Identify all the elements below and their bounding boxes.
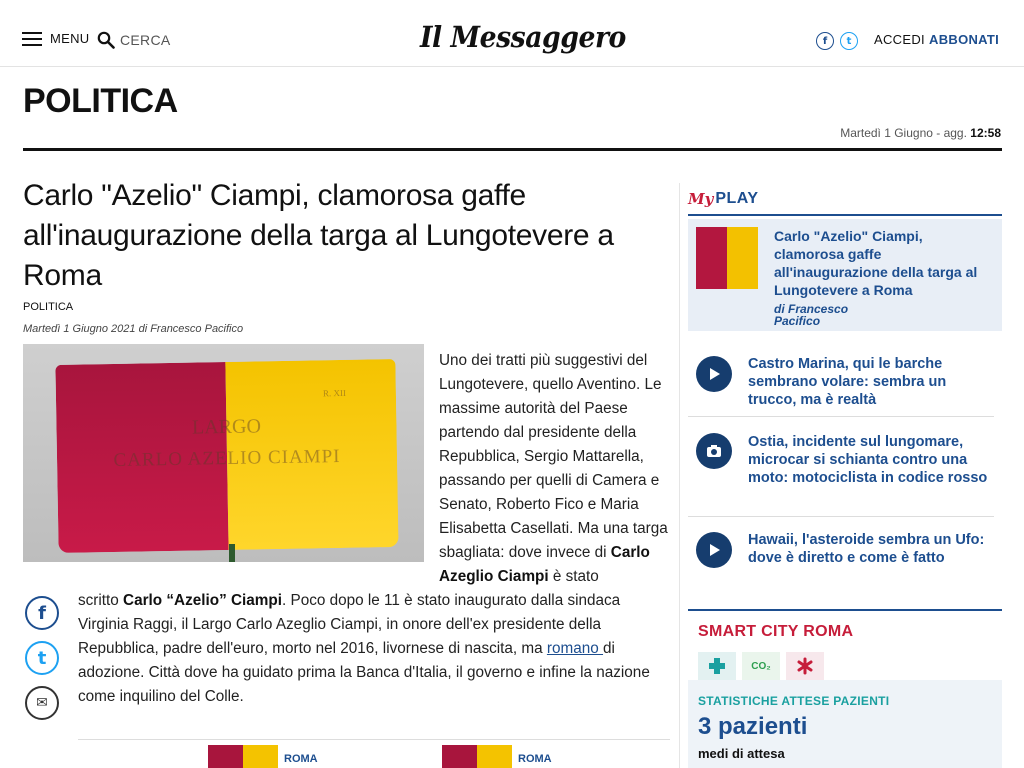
video-title[interactable]: Hawaii, l'asteroide sembra un Ufo: dove è diretto e come è fatto <box>748 532 985 566</box>
search-input[interactable] <box>120 32 240 48</box>
top-bar <box>0 0 1024 67</box>
article-body-part2 <box>78 589 674 709</box>
body-a-end: è stato <box>548 568 599 585</box>
featured-title[interactable]: Carlo "Azelio" Ciampi, clamorosa gaffe all'inaugurazione della targa al Lungotevere a Roma <box>774 228 978 298</box>
related-tag[interactable]: ROMA <box>518 753 552 765</box>
smart-city-title[interactable]: SMART CITY ROMA <box>698 623 854 640</box>
section-divider <box>23 148 1002 151</box>
related-tag[interactable]: ROMA <box>284 753 318 765</box>
romano-link[interactable]: romano <box>546 640 604 657</box>
section-title[interactable]: POLITICA <box>23 82 178 120</box>
body-a-bold: Carlo Azeglio Ciampi <box>439 544 650 585</box>
article-body-part1 <box>439 349 673 589</box>
updated-time: 12:58 <box>970 126 1001 140</box>
stats-label: STATISTICHE ATTESE PAZIENTI <box>698 694 890 708</box>
featured-thumb[interactable] <box>696 227 758 289</box>
share-twitter-icon[interactable]: t <box>25 641 59 675</box>
video-item[interactable] <box>688 517 994 599</box>
plaque-print-line2: CARLO AZELIO CIAMPI <box>113 446 341 471</box>
body-b-mid: . Poco dopo le 11 è stato inaugurato dalla sindaca Virginia Raggi, il Largo Carlo Azeglio Ciampi, in onore dell'ex presidente della Repubblica, padre dell'euro, morto nel 2016, livornese di nascita, ma <box>78 592 621 657</box>
asterisk-icon[interactable] <box>786 652 824 680</box>
video-title[interactable]: Castro Marina, qui le barche sembrano volare: sembra un trucco, ma è realtà <box>748 356 947 408</box>
site-logo[interactable]: Il Messaggero <box>420 20 626 54</box>
article-hero-image[interactable] <box>23 344 424 562</box>
related-article-2[interactable] <box>442 745 552 768</box>
search-icon[interactable] <box>97 31 115 49</box>
stats-sub: medi di attesa <box>698 746 785 761</box>
facebook-icon[interactable]: f <box>816 32 834 50</box>
related-divider <box>78 739 670 740</box>
plaque-print-corner: R. XII <box>322 387 347 399</box>
play-icon[interactable] <box>696 356 732 392</box>
share-facebook-icon[interactable]: f <box>25 596 59 630</box>
smart-city-tabs <box>698 652 824 680</box>
subscribe-link[interactable]: ABBONATI <box>929 32 1000 47</box>
body-b-start: scritto <box>78 592 124 609</box>
smart-city-divider <box>688 609 1002 611</box>
play-icon[interactable] <box>696 532 732 568</box>
menu-label: MENU <box>50 31 90 46</box>
social-links <box>816 32 858 50</box>
play-header[interactable] <box>688 183 1002 216</box>
co2-tab[interactable]: CO₂ <box>742 652 780 680</box>
myplay-logo: My <box>688 189 714 208</box>
last-updated <box>840 126 1001 140</box>
article-category[interactable]: POLITICA <box>23 301 74 313</box>
video-item[interactable] <box>688 339 994 417</box>
plaque-print-line1: LARGO <box>191 415 262 439</box>
body-a-text: Uno dei tratti più suggestivi del Lungotevere, quello Aventino. Le massime autorità del Paese partendo dal presidente della Repubblica, Sergio Mattarella, passando per quelli di Camera e Senato, Roberto Fico e Maria Elisabetta Casellati. Ma una targa sbagliata: dove invece di <box>439 352 668 561</box>
body-b-end: di adozione. Città dove ha guidato prima la Banca d'Italia, il governo e infine la nazione come inquilino del Colle. <box>78 640 650 705</box>
related-thumb[interactable] <box>442 745 512 768</box>
related-thumb[interactable] <box>208 745 278 768</box>
play-label: PLAY <box>715 189 759 207</box>
article-byline: Martedì 1 Giugno 2021 di Francesco Pacifico <box>23 323 244 335</box>
share-mail-icon[interactable]: ✉ <box>25 686 59 720</box>
updated-prefix: Martedì 1 Giugno - agg. <box>840 126 967 140</box>
twitter-icon[interactable]: t <box>840 32 858 50</box>
video-title[interactable]: Ostia, incidente sul lungomare, microcar si schianta contro una moto: motociclista in codice rosso <box>748 434 988 486</box>
share-buttons <box>25 596 59 720</box>
related-article-1[interactable] <box>208 745 318 768</box>
body-b-bold: Carlo “Azelio” Ciampi <box>123 592 282 609</box>
featured-video[interactable] <box>688 219 1002 331</box>
stats-value: 3 pazienti <box>698 713 808 740</box>
featured-author: di Francesco Pacifico <box>774 302 849 328</box>
sidebar <box>679 183 1002 768</box>
plaque-pole <box>229 544 235 562</box>
covered-plaque-flag <box>55 359 398 553</box>
patient-stats <box>688 680 1002 768</box>
camera-icon[interactable] <box>696 433 732 469</box>
menu-icon <box>22 32 42 46</box>
article-title: Carlo "Azelio" Ciampi, clamorosa gaffe all'inaugurazione della targa al Lungotevere a Roma <box>23 179 614 292</box>
search-box[interactable] <box>97 31 240 49</box>
login-link[interactable]: ACCEDI <box>874 32 925 47</box>
health-cross-icon[interactable] <box>698 652 736 680</box>
menu-button[interactable] <box>22 31 89 46</box>
video-item[interactable] <box>688 417 994 517</box>
